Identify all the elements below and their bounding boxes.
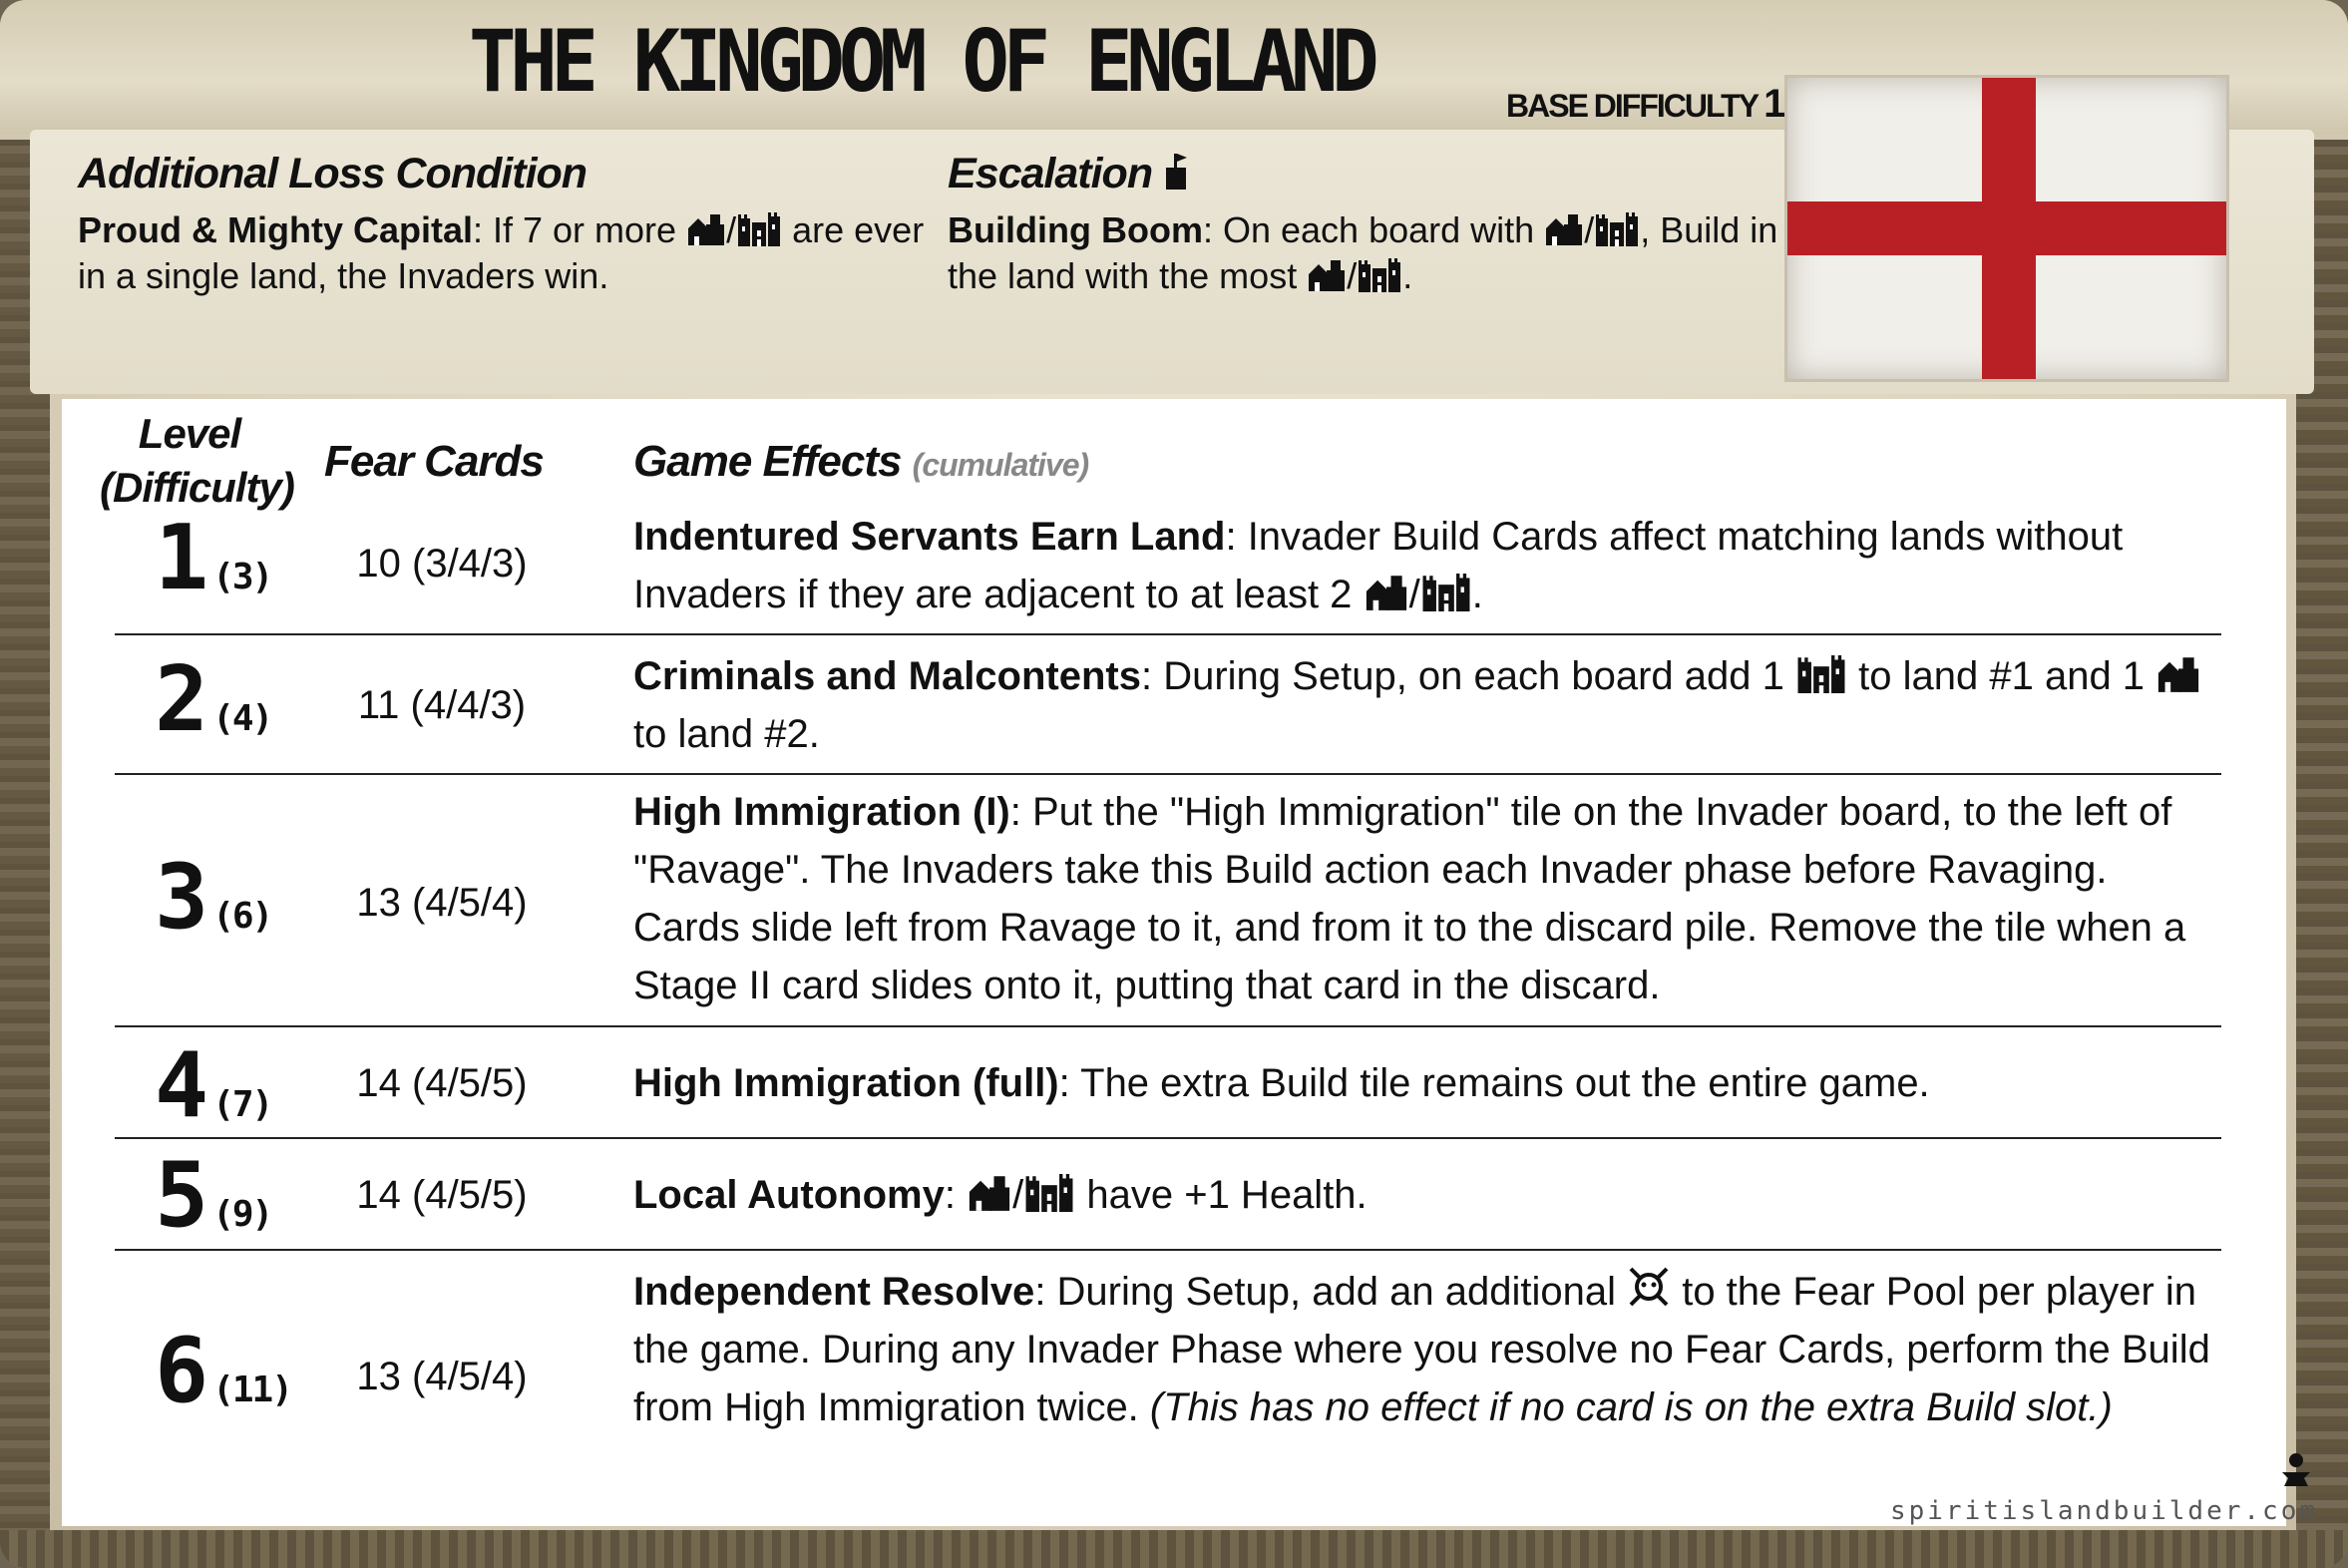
- header-cumulative-text: (cumulative): [912, 447, 1089, 483]
- effect-name: Independent Resolve: [633, 1270, 1035, 1314]
- town-icon: [967, 1174, 1012, 1212]
- escalation-text-before: : On each board with: [1202, 209, 1535, 250]
- base-difficulty: [1506, 82, 1783, 127]
- city-icon: [1023, 1174, 1075, 1212]
- difficulty-value: (9): [212, 1194, 272, 1235]
- adversary-title: THE KINGDOM OF ENGLAND: [469, 12, 1373, 112]
- pawn-icon: [2278, 1452, 2314, 1488]
- difficulty-value: (3): [212, 557, 272, 597]
- effect-name: Local Autonomy: [633, 1173, 945, 1217]
- effect-name: High Immigration (full): [633, 1061, 1059, 1105]
- flag-cross-vertical: [1982, 78, 2036, 379]
- effect-text: : Put the "High Immigration" tile on the Invader board, to the left of "Ravage". The Invaders take this Build action each Invader phase before Ravaging. Cards slide left from Ravage to it, and from it to the discard pile. Remove the tile when a Stage II card slides onto it, putting that card in the discard.: [633, 790, 2186, 1007]
- escalation-heading: [948, 150, 1189, 198]
- city-icon: [1594, 212, 1640, 246]
- effect-text: : During Setup, on each board add 1: [1140, 654, 1784, 698]
- header-fear-cards: Fear Cards: [324, 437, 544, 486]
- level-value: 5: [155, 1143, 203, 1248]
- effect-text-b: have +1 Health.: [1086, 1173, 1368, 1217]
- effect-text: :: [944, 1173, 956, 1217]
- loss-condition-name: Proud & Mighty Capital: [78, 209, 473, 250]
- game-effect-text: [633, 647, 2219, 763]
- game-effect-text: [633, 1054, 2219, 1112]
- city-icon: [1795, 655, 1847, 693]
- level-number: [155, 845, 271, 950]
- level-value: 3: [155, 845, 203, 950]
- level-value: 1: [155, 506, 203, 610]
- effect-text-b: to land #1 and 1: [1858, 654, 2146, 698]
- level-row-6: [115, 1249, 2221, 1500]
- fear-cards-value: 13 (4/5/4): [356, 881, 528, 925]
- effect-name: Indentured Servants Earn Land: [633, 515, 1226, 559]
- effect-name: High Immigration (I): [633, 790, 1010, 834]
- level-row-5: [115, 1137, 2221, 1251]
- city-icon: [1357, 258, 1402, 292]
- level-row-1: [115, 504, 2221, 633]
- city-icon: [1420, 574, 1472, 611]
- loss-condition-text-before: : If 7 or more: [473, 209, 677, 250]
- effect-text: : Invader Build Cards affect matching lands without Invaders if they are adjacent to at least 2: [633, 515, 2124, 616]
- escalation-text: Building Boom: On each board with / , Build in the land with the most / .: [948, 209, 1778, 296]
- difficulty-value: (7): [212, 1084, 272, 1125]
- fear-cards-value: 14 (4/5/5): [356, 1061, 528, 1105]
- effect-name: Criminals and Malcontents: [633, 654, 1141, 698]
- loss-condition-text-after: are ever in a single land, the Invaders win.: [78, 209, 925, 296]
- game-effect-text: [633, 1263, 2219, 1436]
- level-number: [155, 1319, 291, 1423]
- level-value: 2: [155, 647, 203, 752]
- town-icon: [2155, 655, 2201, 693]
- fear-cards-value: 13 (4/5/4): [356, 1355, 528, 1398]
- base-difficulty-value: 1: [1763, 82, 1784, 126]
- difficulty-value: (11): [212, 1370, 291, 1410]
- header-difficulty-text: (Difficulty): [100, 464, 294, 511]
- fear-cards-value: 11 (4/4/3): [357, 683, 527, 727]
- city-icon: [736, 212, 782, 246]
- fear-icon: [1627, 1265, 1671, 1309]
- town-icon: [686, 212, 726, 246]
- loss-condition-text: Proud & Mighty Capital: If 7 or more / are ever in a single land, the Invaders win.: [78, 209, 925, 296]
- game-effect-text: Indentured Servants Earn Land: Invader Build Cards affect matching lands without Invaders if they are adjacent to at least 2 / .: [633, 515, 2124, 616]
- effect-text: : The extra Build tile remains out the entire game.: [1058, 1061, 1930, 1105]
- header-level-text: Level: [138, 410, 241, 457]
- wood-frame-bottom: [0, 1530, 2348, 1568]
- escalation-heading-text: Escalation: [948, 150, 1153, 197]
- base-difficulty-label: BASE DIFFICULTY: [1506, 88, 1759, 124]
- loss-condition-heading: Additional Loss Condition: [78, 150, 587, 197]
- effect-italic-note: (This has no effect if no card is on the extra Build slot.): [1149, 1385, 2113, 1429]
- header-level: [100, 407, 294, 515]
- fear-cards-value: 10 (3/4/3): [356, 542, 528, 586]
- header-effects-text: Game Effects: [633, 437, 902, 486]
- game-effect-text: Local Autonomy: / have +1 Health.: [633, 1173, 1368, 1217]
- difficulty-value: (6): [212, 896, 272, 937]
- level-value: 4: [155, 1033, 203, 1138]
- level-row-4: [115, 1025, 2221, 1139]
- effect-text-b: to the Fear Pool per player in the game. During any Invader Phase where you resolve no Fear Cards, perform the Build from High Immigration twice.: [633, 1270, 2210, 1429]
- town-icon: [1364, 574, 1409, 611]
- watermark: spiritislandbuilder.com: [1889, 1496, 2318, 1526]
- header-game-effects: [633, 437, 1088, 487]
- escalation-name: Building Boom: [948, 209, 1203, 250]
- level-number: [155, 647, 271, 752]
- level-row-2: [115, 633, 2221, 775]
- level-value: 6: [155, 1319, 203, 1423]
- town-icon: [1544, 212, 1584, 246]
- fear-cards-value: 14 (4/5/5): [356, 1173, 528, 1217]
- escalation-flag-icon: [1163, 152, 1189, 192]
- effect-text-c: to land #2.: [633, 712, 820, 756]
- st-george-cross-flag: [1787, 78, 2226, 379]
- level-row-3: [115, 773, 2221, 1027]
- level-number: [155, 1033, 271, 1138]
- town-icon: [1307, 258, 1347, 292]
- effect-text: : During Setup, add an additional: [1034, 1270, 1616, 1314]
- escalation-text-middle: Build in the land with the most: [948, 209, 1778, 296]
- level-number: [155, 1143, 271, 1248]
- level-number: [155, 506, 271, 610]
- difficulty-value: (4): [212, 698, 272, 739]
- game-effect-text: [633, 783, 2219, 1014]
